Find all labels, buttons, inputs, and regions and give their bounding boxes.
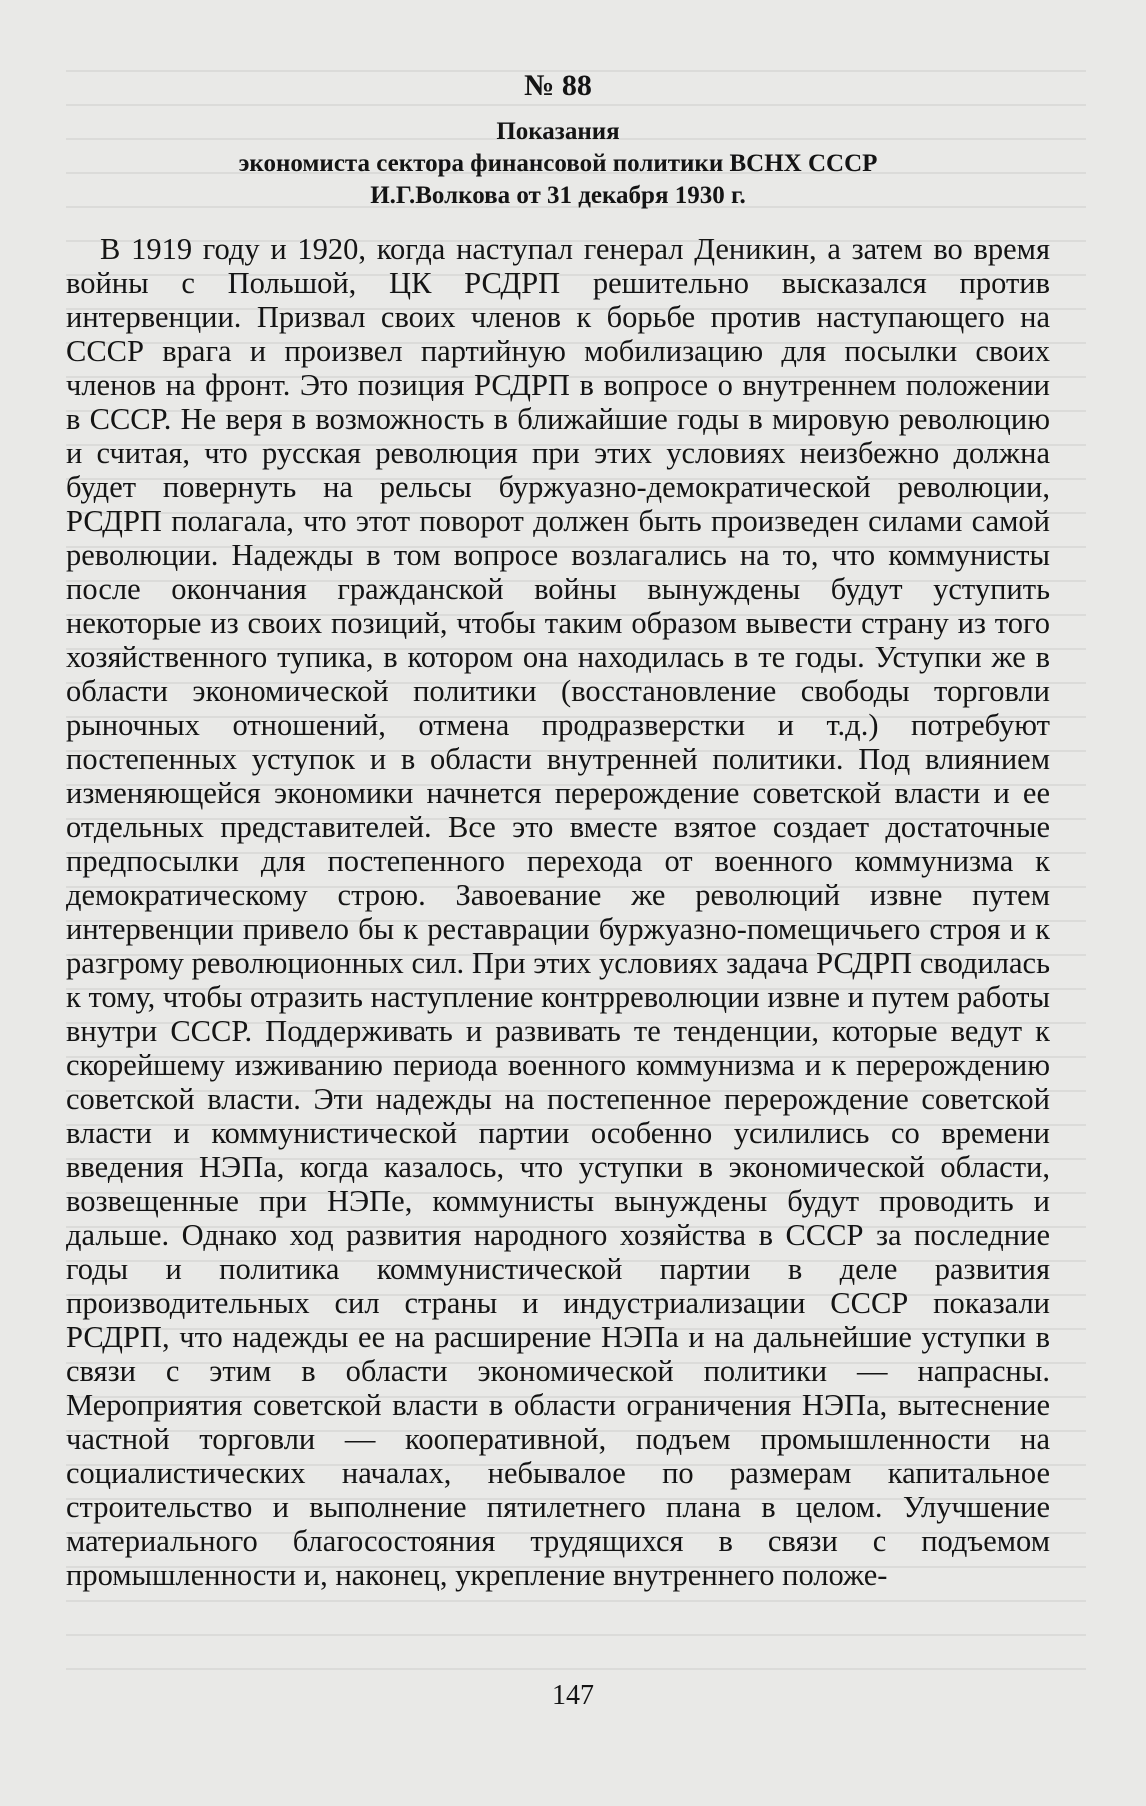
- heading-line-3: И.Г.Волкова от 31 декабря 1930 г.: [370, 182, 746, 209]
- body-paragraph: В 1919 году и 1920, когда наступал генерал Деникин, а затем во время войны с Польшой, ЦК РСДРП решительно высказался против интервенции. Призвал своих членов к борьбе против наступающего на СССР врага и произвел партийную мобилизацию для посылки своих членов на фронт. Это позиция РСДРП в вопросе о внутреннем положении в СССР. Не веря в возможность в ближайшие годы в мировую революцию и считая, что русская революция при этих условиях неизбежно должна будет повернуть на рельсы буржуазно-демократической революции, РСДРП полагала, что этот поворот должен быть произведен силами самой революции. Надежды в том вопросе возлагались на то, что коммунисты после окончания гражданской войны вынуждены будут уступить некоторые из своих позиций, чтобы таким образом вывести страну из того хозяйственного тупика, в котором она находилась в те годы. Уступки же в области экономической политики (восстановление свободы торговли рыночных отношений, отмена продразверстки и т.д.) потребуют постепенных уступок и в области внутренней политики. Под влиянием изменяющейся экономики начнется перерождение советской власти и ее отдельных представителей. Все это вместе взятое создает достаточные предпосылки для постепенного перехода от военного коммунизма к демократическому строю. Завоевание же революций извне путем интервенции привело бы к реставрации буржуазно-помещичьего строя и к разгрому революционных сил. При этих условиях задача РСДРП сводилась к тому, чтобы отразить наступление контрреволюции извне и путем работы внутри СССР. Поддерживать и развивать те тенденции, которые ведут к скорейшему изживанию периода военного коммунизма и к перерождению советской власти. Эти надежды на постепенное перерождение советской власти и коммунистической партии особенно усилились со времени введения НЭПа, когда казалось, что уступки в экономической области, возвещенные при НЭПе, коммунисты вынуждены будут проводить и дальше. Однако ход развития народного хозяйства в СССР за последние годы и политика коммунистической партии в деле развития производительных сил страны и индустриализации СССР показали РСДРП, что надежды ее на расширение НЭПа и на дальнейшие уступки в связи с этим в области экономической политики — напрасны. Мероприятия советской власти в области ограничения НЭПа, вытеснение частной торговли — кооперативной, подъем промышленности на социалистических началах, небывалое по размерам капитальное строительство и выполнение пятилетнего плана в целом. Улучшение материального благосостояния трудящихся в связи с подъемом промышленности и, наконец, укрепление внутреннего положе-: [66, 232, 1050, 1592]
- page-content: [66, 66, 1050, 1592]
- page-number: 147: [552, 1680, 594, 1711]
- document-number: № 88: [524, 69, 592, 102]
- heading-line-1: Показания: [496, 118, 620, 145]
- document-heading: [66, 116, 1050, 212]
- heading-line-2: экономиста сектора финансовой политики ВСНХ СССР: [238, 150, 878, 177]
